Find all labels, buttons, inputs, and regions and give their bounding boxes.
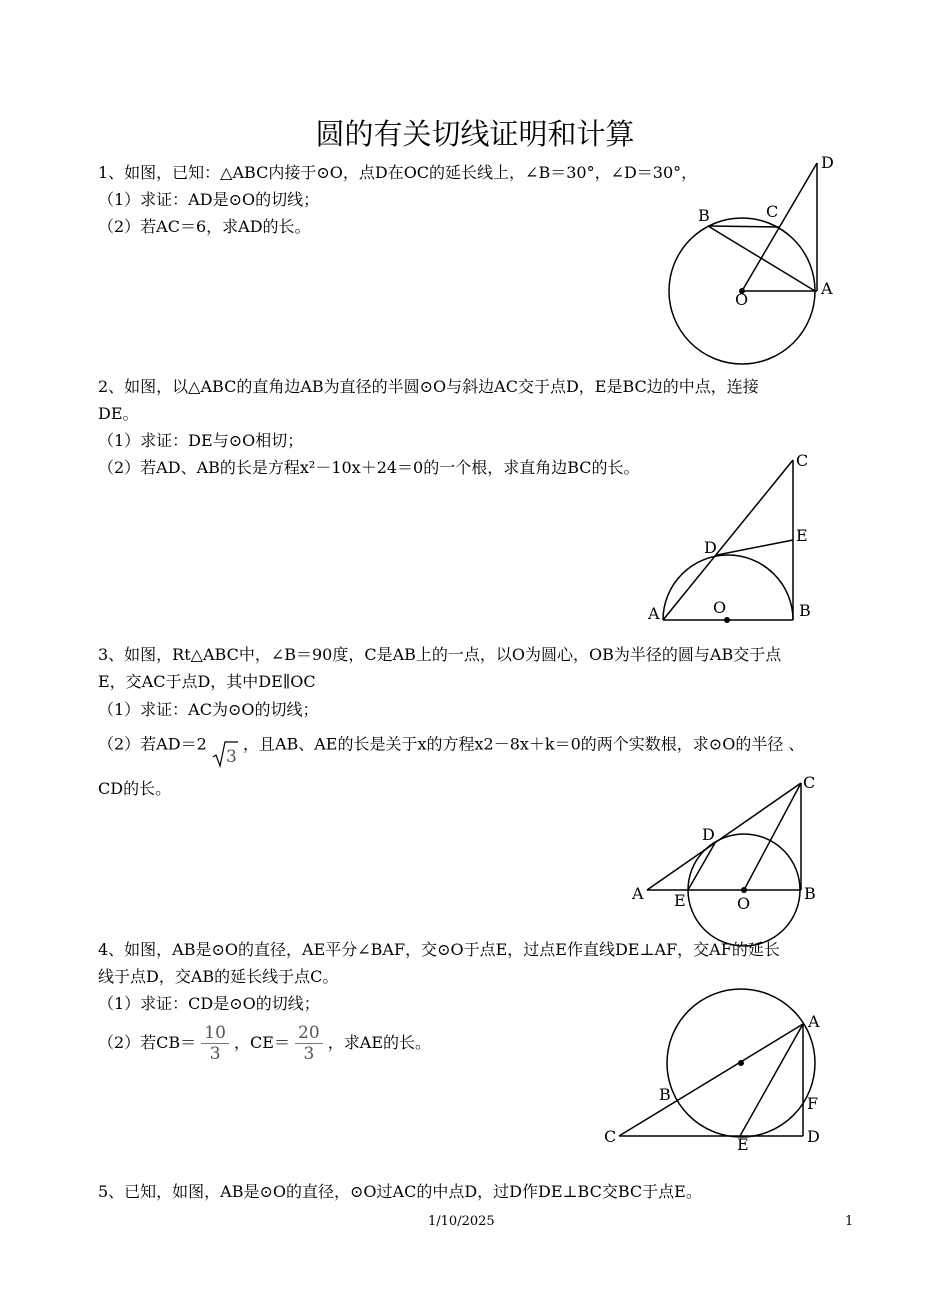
- label-e: E: [796, 526, 808, 545]
- label-b: B: [659, 1085, 671, 1104]
- fraction-cb-numerator: 10: [201, 1023, 229, 1044]
- label-e: E: [674, 891, 686, 910]
- label-b: B: [799, 601, 811, 620]
- problem-3-part-2-b: ，且AB、AE的长是关于x的方程x2－8x＋k＝0的两个实数根，求⊙O的半径 、: [242, 734, 805, 754]
- page-title: 圆的有关切线证明和计算: [315, 117, 635, 151]
- fraction-ce-numerator: 20: [295, 1023, 323, 1044]
- center-dot: [738, 1060, 744, 1066]
- problem-4-statement: 4、如图，AB是⊙O的直径，AE平分∠BAF，交⊙O于点E，过点E作直线DE⊥AF，交AF的延长: [98, 940, 780, 959]
- label-b: B: [698, 206, 710, 225]
- problem-1-part-2: （2）若AC＝6，求AD的长。: [98, 217, 311, 236]
- problem-3-part-2-cont: CD的长。: [98, 779, 172, 798]
- label-c: C: [604, 1127, 617, 1146]
- label-a: A: [632, 884, 644, 903]
- problem-3-part-2-a: （2）若AD＝2: [98, 734, 207, 754]
- label-a: A: [821, 279, 833, 298]
- fraction-ce-denominator: 3: [303, 1044, 315, 1064]
- label-d: D: [807, 1127, 820, 1146]
- label-o: O: [735, 290, 749, 309]
- problem-4-part-2-c: ，求AE的长。: [327, 1033, 432, 1052]
- problem-4-part-1: （1）求证：CD是⊙O的切线；: [98, 994, 320, 1013]
- label-d: D: [821, 153, 834, 172]
- problem-1-statement: 1、如图，已知：△ABC内接于⊙O，点D在OC的延长线上，∠B＝30°，∠D＝30°，: [98, 163, 698, 182]
- label-d: D: [704, 538, 717, 557]
- problem-2-statement: 2、如图，以△ABC的直角边AB为直径的半圆⊙O与斜边AC交于点D，E是BC边的中点，连接: [98, 377, 759, 396]
- label-c: C: [796, 451, 809, 470]
- problem-4-part-2-b: ，CE＝: [234, 1033, 290, 1052]
- label-b: B: [804, 884, 816, 903]
- problem-4-part-2-a: （2）若CB＝: [98, 1033, 197, 1052]
- radicand: 3: [225, 747, 237, 767]
- label-c: C: [803, 773, 816, 792]
- label-o: O: [737, 894, 751, 913]
- label-a: A: [648, 604, 660, 623]
- fraction-cb-denominator: 3: [209, 1044, 221, 1064]
- problem-3-part-1: （1）求证：AC为⊙O的切线；: [98, 700, 319, 719]
- problem-3-statement: 3、如图，Rt△ABC中，∠B＝90度，C是AB上的一点，以O为圆心，OB为半径的圆与AB交于点: [98, 645, 782, 664]
- label-c: C: [766, 202, 779, 221]
- label-f: F: [807, 1094, 819, 1113]
- problem-2-statement-cont: DE。: [98, 404, 139, 423]
- problem-5-statement: 5、已知，如图，AB是⊙O的直径，⊙O过AC的中点D，过D作DE⊥BC交BC于点E。: [98, 1182, 702, 1201]
- label-e: E: [737, 1135, 749, 1154]
- label-o: O: [713, 598, 727, 617]
- label-a: A: [808, 1012, 820, 1031]
- problem-2-part-2: （2）若AD、AB的长是方程x²－10x＋24＝0的一个根，求直角边BC的长。: [98, 458, 640, 477]
- problem-3-statement-cont: E，交AC于点D，其中DE∥OC: [98, 672, 316, 691]
- segment-ca: [619, 1024, 803, 1136]
- footer-date: 1/10/2025: [428, 1214, 495, 1229]
- problem-1-part-1: （1）求证：AD是⊙O的切线；: [98, 190, 320, 209]
- footer-page-number: 1: [845, 1214, 854, 1229]
- label-d: D: [702, 825, 715, 844]
- segment-ae: [740, 1024, 803, 1136]
- problem-2-part-1: （1）求证：DE与⊙O相切；: [98, 431, 304, 450]
- problem-4-statement-cont: 线于点D，交AB的延长线于点C。: [98, 967, 339, 986]
